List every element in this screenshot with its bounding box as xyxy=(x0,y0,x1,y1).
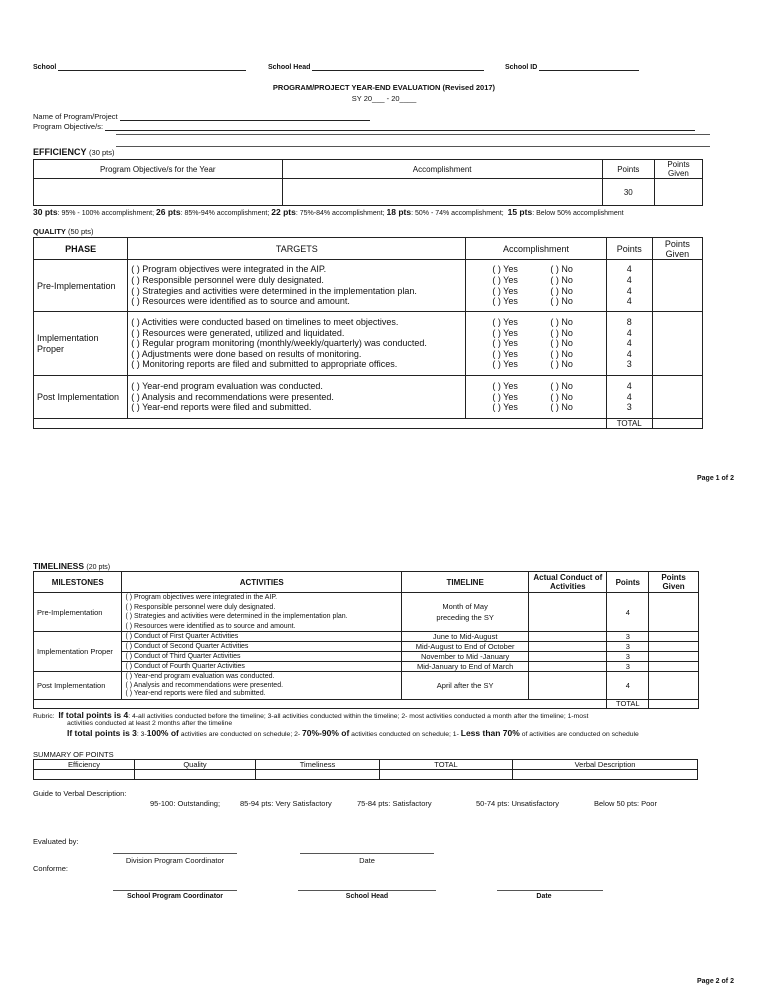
points-given-post[interactable] xyxy=(652,376,702,419)
points-impl: 8 4 4 4 3 xyxy=(606,312,652,376)
points-given-pre-t[interactable] xyxy=(649,593,699,632)
target-item[interactable]: ( ) Analysis and recommendations were presented. xyxy=(131,391,334,402)
no-option[interactable]: ( ) No xyxy=(550,296,573,307)
timeline-post: April after the SY xyxy=(402,672,529,700)
no-option[interactable]: ( ) No xyxy=(550,285,573,296)
summary-table xyxy=(33,759,698,780)
efficiency-col-points: Points xyxy=(602,160,654,179)
target-item[interactable]: ( ) Activities were conducted based on timelines to meet objectives. xyxy=(131,317,399,328)
milestone-pre: Pre-Implementation xyxy=(34,593,122,632)
school-coordinator-label: School Program Coordinator xyxy=(126,893,224,900)
activity-q1[interactable]: ( ) Conduct of First Quarter Activities xyxy=(122,632,402,642)
quality-row-post xyxy=(34,376,703,419)
timeliness-total-label: TOTAL xyxy=(607,700,649,709)
points-given-q1[interactable] xyxy=(649,632,699,642)
timeliness-col-actual: Actual Conduct of Activities xyxy=(529,572,607,593)
quality-table xyxy=(33,237,703,429)
timeliness-col-points-given: Points Given xyxy=(649,572,699,593)
quality-col-targets: TARGETS xyxy=(128,238,466,260)
points-pre-t: 4 xyxy=(607,593,649,632)
objective-line-3 xyxy=(116,146,710,147)
points-q4: 3 xyxy=(607,662,649,672)
timeliness-total-cell[interactable] xyxy=(649,700,699,709)
no-option[interactable]: ( ) No xyxy=(550,338,573,349)
target-item[interactable]: ( ) Adjustments were done based on results of monitoring. xyxy=(131,348,362,359)
quality-col-phase: PHASE xyxy=(34,238,128,260)
target-item[interactable]: ( ) Resources were generated, utilized and liquidated. xyxy=(131,327,345,338)
points-post-t: 4 xyxy=(607,672,649,700)
timeliness-col-points: Points xyxy=(607,572,649,593)
accomplishment-impl xyxy=(466,312,606,376)
school-head-sign-label: School Head xyxy=(345,893,389,900)
rubric-line-2: If total points is 3: 3-100% of activities are conducted on schedule; 2- 70%-90% of activities conducted on schedule; 1- Less than 70% of activities are conducted on schedule xyxy=(67,728,639,738)
activity-q3[interactable]: ( ) Conduct of Third Quarter Activities xyxy=(122,652,402,662)
no-option[interactable]: ( ) No xyxy=(550,359,573,370)
yes-option[interactable]: ( ) Yes xyxy=(492,327,518,338)
target-item[interactable]: ( ) Program objectives were integrated in the AIP. xyxy=(131,264,327,275)
activity-item[interactable]: ( ) Year-end reports were filed and submitted. xyxy=(125,690,266,698)
efficiency-table xyxy=(33,159,703,206)
efficiency-rubric: 30 pts: 95% - 100% accomplishment; 26 pts: 85%-94% accomplishment; 22 pts: 75%-84% accomplishment; 18 pts: 50% - 74% accomplishment; 15 pts: Below 50% accomplishment xyxy=(33,207,624,217)
timeliness-row-post xyxy=(34,672,699,700)
summary-col-timeliness: Timeliness xyxy=(256,760,380,770)
summary-col-verbal: Verbal Description xyxy=(513,760,698,770)
yes-option[interactable]: ( ) Yes xyxy=(492,348,518,359)
timeliness-row-q1 xyxy=(34,632,699,642)
timeliness-table xyxy=(33,571,699,709)
activity-item[interactable]: ( ) Analysis and recommendations were presented. xyxy=(125,681,284,689)
no-option[interactable]: ( ) No xyxy=(550,381,573,392)
timeliness-row-pre xyxy=(34,593,699,632)
quality-total-label: TOTAL xyxy=(606,419,652,429)
date-label-2: Date xyxy=(536,893,552,900)
summary-col-total: TOTAL xyxy=(380,760,513,770)
sy-line: SY 20___ - 20____ xyxy=(351,94,417,103)
target-item[interactable]: ( ) Year-end program evaluation was conducted. xyxy=(131,381,323,392)
points-q1: 3 xyxy=(607,632,649,642)
accomplishment-post xyxy=(466,376,606,419)
timeliness-heading: TIMELINESS (20 pts) xyxy=(33,561,111,571)
targets-impl xyxy=(128,312,466,376)
phase-post-implementation: Post Implementation xyxy=(34,376,128,419)
timeliness-row-q4 xyxy=(34,662,699,672)
summary-col-quality: Quality xyxy=(135,760,256,770)
targets-pre xyxy=(128,260,466,312)
yes-option[interactable]: ( ) Yes xyxy=(492,381,518,392)
summary-heading: SUMMARY OF POINTS xyxy=(33,750,114,759)
activity-q2[interactable]: ( ) Conduct of Second Quarter Activities xyxy=(122,642,402,652)
quality-row-impl xyxy=(34,312,703,376)
guide-item: 95-100: Outstanding; xyxy=(150,799,221,808)
target-item[interactable]: ( ) Monitoring reports are filed and submitted to appropriate offices. xyxy=(131,359,398,370)
targets-post xyxy=(128,376,466,419)
actual-q4[interactable] xyxy=(529,662,607,672)
guide-item: 50-74 pts: Unsatisfactory xyxy=(476,799,559,808)
points-given-q3[interactable] xyxy=(649,652,699,662)
timeline-pre: Month of May preceding the SY xyxy=(402,593,529,632)
activity-item[interactable]: ( ) Responsible personnel were duly designated. xyxy=(125,603,276,611)
activity-q4[interactable]: ( ) Conduct of Fourth Quarter Activities xyxy=(122,662,402,672)
no-option[interactable]: ( ) No xyxy=(550,391,573,402)
points-given-pre[interactable] xyxy=(652,260,702,312)
summary-quality-cell[interactable] xyxy=(135,770,256,780)
yes-option[interactable]: ( ) Yes xyxy=(492,391,518,402)
quality-row-pre xyxy=(34,260,703,312)
summary-col-efficiency: Efficiency xyxy=(34,760,135,770)
program-name-field[interactable]: Name of Program/Project xyxy=(33,112,370,121)
guide-item: 75-84 pts: Satisfactory xyxy=(357,799,432,808)
activities-pre xyxy=(122,593,402,632)
activity-item[interactable]: ( ) Program objectives were integrated in the AIP. xyxy=(125,594,278,601)
target-item[interactable]: ( ) Responsible personnel were duly designated. xyxy=(131,274,324,285)
yes-option[interactable]: ( ) Yes xyxy=(492,317,518,328)
division-coordinator-label: Division Program Coordinator xyxy=(125,856,225,865)
efficiency-accomplishment-cell[interactable] xyxy=(282,179,602,206)
objective-line-2 xyxy=(116,134,710,135)
rubric-line-1: Rubric: If total points is 4: 4-all activities conducted before the timeline; 3-all activities conducted within the timeline; 2- most activities conducted a month after the timeline; 1-most xyxy=(33,710,589,720)
points-given-impl[interactable] xyxy=(652,312,702,376)
points-q2: 3 xyxy=(607,642,649,652)
milestone-impl: Implementation Proper xyxy=(34,632,122,672)
milestone-post: Post Implementation xyxy=(34,672,122,700)
phase-pre-implementation: Pre-Implementation xyxy=(34,260,128,312)
efficiency-objective-cell[interactable] xyxy=(34,179,283,206)
activity-item[interactable]: ( ) Year-end program evaluation was conducted. xyxy=(125,673,275,681)
timeline-q1: June to Mid-August xyxy=(402,632,529,642)
summary-total-cell[interactable] xyxy=(380,770,513,780)
no-option[interactable]: ( ) No xyxy=(550,274,573,285)
timeliness-total-row xyxy=(34,700,699,709)
no-option[interactable]: ( ) No xyxy=(550,317,573,328)
timeliness-row-q2 xyxy=(34,642,699,652)
guide-label: Guide to Verbal Description: xyxy=(33,789,127,798)
timeliness-col-milestones: MILESTONES xyxy=(34,572,122,593)
points-q3: 3 xyxy=(607,652,649,662)
summary-verbal-cell[interactable] xyxy=(513,770,698,780)
yes-option[interactable]: ( ) Yes xyxy=(492,402,518,413)
target-item[interactable]: ( ) Resources were identified as to source and amount. xyxy=(131,296,350,307)
actual-q3[interactable] xyxy=(529,652,607,662)
summary-timeliness-cell[interactable] xyxy=(256,770,380,780)
no-option[interactable]: ( ) No xyxy=(550,348,573,359)
yes-option[interactable]: ( ) Yes xyxy=(492,359,518,370)
quality-col-accomplishment: Accomplishment xyxy=(466,238,606,260)
page-title: PROGRAM/PROJECT YEAR-END EVALUATION (Revised 2017) xyxy=(272,83,496,92)
school-head-signature-line[interactable] xyxy=(298,890,436,891)
yes-option[interactable]: ( ) Yes xyxy=(492,296,518,307)
school-id-label: School ID xyxy=(505,60,639,71)
efficiency-col-objective: Program Objective/s for the Year xyxy=(34,160,283,179)
timeline-q4: Mid-January to End of March xyxy=(402,662,529,672)
timeliness-row-q3 xyxy=(34,652,699,662)
efficiency-heading: EFFICIENCY (30 pts) xyxy=(33,147,115,157)
timeliness-col-timeline: TIMELINE xyxy=(402,572,529,593)
guide-item: Below 50 pts: Poor xyxy=(594,799,657,808)
date-line-2[interactable] xyxy=(497,890,603,891)
actual-post[interactable] xyxy=(529,672,607,700)
division-coordinator-signature-line[interactable] xyxy=(113,853,237,854)
target-item[interactable]: ( ) Strategies and activities were determined in the implementation plan. xyxy=(131,285,417,296)
evaluated-by-label: Evaluated by: xyxy=(33,837,79,846)
points-given-q2[interactable] xyxy=(649,642,699,652)
page-number-1: Page 1 of 2 xyxy=(697,475,734,482)
rubric-line-1-cont: activities conducted at least 2 months after the timeline xyxy=(67,720,233,727)
program-objective-field[interactable]: Program Objective/s: xyxy=(33,122,695,131)
points-post: 4 4 3 xyxy=(606,376,652,419)
date-label-1: Date xyxy=(359,856,375,865)
yes-option[interactable]: ( ) Yes xyxy=(492,264,518,275)
accomplishment-pre xyxy=(466,260,606,312)
yes-option[interactable]: ( ) Yes xyxy=(492,338,518,349)
target-item[interactable]: ( ) Year-end reports were filed and submitted. xyxy=(131,402,312,413)
guide-item: 85-94 pts: Very Satisfactory xyxy=(240,799,332,808)
timeliness-col-activities: ACTIVITIES xyxy=(122,572,402,593)
actual-q2[interactable] xyxy=(529,642,607,652)
quality-col-points-given: Points Given xyxy=(652,238,702,260)
yes-option[interactable]: ( ) Yes xyxy=(492,285,518,296)
actual-q1[interactable] xyxy=(529,632,607,642)
activity-item[interactable]: ( ) Resources were identified as to source and amount. xyxy=(125,622,296,630)
target-item[interactable]: ( ) Regular program monitoring (monthly/weekly/quarterly) was conducted. xyxy=(131,338,427,349)
points-given-post-t[interactable] xyxy=(649,672,699,700)
no-option[interactable]: ( ) No xyxy=(550,327,573,338)
quality-heading: QUALITY (50 pts) xyxy=(33,227,94,236)
activities-post xyxy=(122,672,402,700)
timeline-q3: November to Mid -January xyxy=(402,652,529,662)
quality-total-row xyxy=(34,419,703,429)
points-pre: 4 4 4 4 xyxy=(606,260,652,312)
school-head-label: School Head xyxy=(268,60,484,71)
no-option[interactable]: ( ) No xyxy=(550,402,573,413)
actual-pre[interactable] xyxy=(529,593,607,632)
efficiency-points-value: 30 xyxy=(602,179,654,206)
school-label: School xyxy=(33,60,246,71)
conforme-label: Conforme: xyxy=(33,864,69,873)
page-number-2: Page 2 of 2 xyxy=(697,978,734,985)
efficiency-col-points-given: Points Given xyxy=(654,160,702,179)
yes-option[interactable]: ( ) Yes xyxy=(492,274,518,285)
school-coordinator-signature-line[interactable] xyxy=(113,890,237,891)
no-option[interactable]: ( ) No xyxy=(550,264,573,275)
phase-implementation-proper: Implementation Proper xyxy=(34,312,128,376)
timeline-q2: Mid-August to End of October xyxy=(402,642,529,652)
efficiency-points-given-cell[interactable] xyxy=(654,179,702,206)
date-line-1[interactable] xyxy=(300,853,434,854)
quality-total-cell[interactable] xyxy=(652,419,702,429)
efficiency-col-accomplishment: Accomplishment xyxy=(282,160,602,179)
quality-col-points: Points xyxy=(606,238,652,260)
activity-item[interactable]: ( ) Strategies and activities were determined in the implementation plan. xyxy=(125,613,348,621)
summary-efficiency-cell[interactable] xyxy=(34,770,135,780)
points-given-q4[interactable] xyxy=(649,662,699,672)
